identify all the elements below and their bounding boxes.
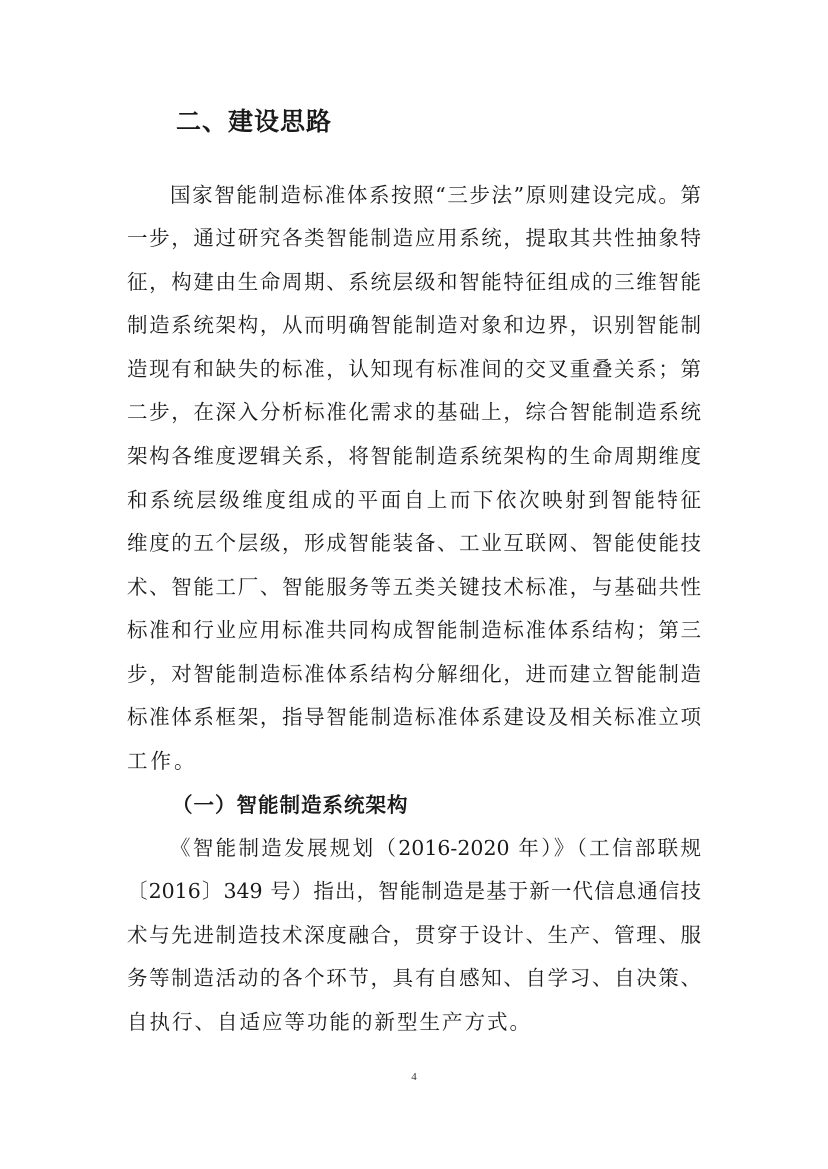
paragraph1-line: 工作。 [127,749,198,773]
paragraph1-line: 征，构建由生命周期、系统层级和智能特征组成的三维智能 [127,270,701,294]
subsection-heading: （一）智能制造系统架构 [172,793,409,817]
paragraph1-line: 制造系统架构，从而明确智能制造对象和边界，识别智能制 [127,313,701,337]
paragraph1-line: 标准和行业应用标准共同构成智能制造标准体系结构；第三 [127,618,701,642]
paragraph1-line: 架构各维度逻辑关系，将智能制造系统架构的生命周期维度 [127,444,701,468]
paragraph2-line: 自执行、自适应等功能的新型生产方式。 [127,1010,532,1034]
paragraph1-line: 术、智能工厂、智能服务等五类关键技术标准，与基础共性 [127,575,701,599]
paragraph1-line: 造现有和缺失的标准，认知现有标准间的交叉重叠关系；第 [127,357,701,381]
paragraph2-line: 〔2016〕349 号）指出，智能制造是基于新一代信息通信技 [127,879,701,903]
paragraph1-line: 标准体系框架，指导智能制造标准体系建设及相关标准立项 [127,705,701,729]
paragraph1-line: 二步，在深入分析标准化需求的基础上，综合智能制造系统 [127,400,701,424]
paragraph1-line: 国家智能制造标准体系按照“三步法”原则建设完成。第 [170,183,701,207]
section-heading: 二、建设思路 [176,107,333,136]
paragraph1-line: 一步，通过研究各类智能制造应用系统，提取其共性抽象特 [127,226,701,250]
paragraph1-line: 维度的五个层级，形成智能装备、工业互联网、智能使能技 [127,531,701,555]
paragraph2-line: 《智能制造发展规划（2016-2020 年）》（工信部联规 [170,836,701,860]
paragraph1-line: 和系统层级维度组成的平面自上而下依次映射到智能特征 [127,488,701,512]
paragraph1-line: 步，对智能制造标准体系结构分解细化，进而建立智能制造 [127,662,701,686]
page-number: 4 [411,1071,417,1083]
paragraph2-line: 术与先进制造技术深度融合，贯穿于设计、生产、管理、服 [127,923,701,947]
paragraph2-line: 务等制造活动的各个环节，具有自感知、自学习、自决策、 [127,966,701,990]
